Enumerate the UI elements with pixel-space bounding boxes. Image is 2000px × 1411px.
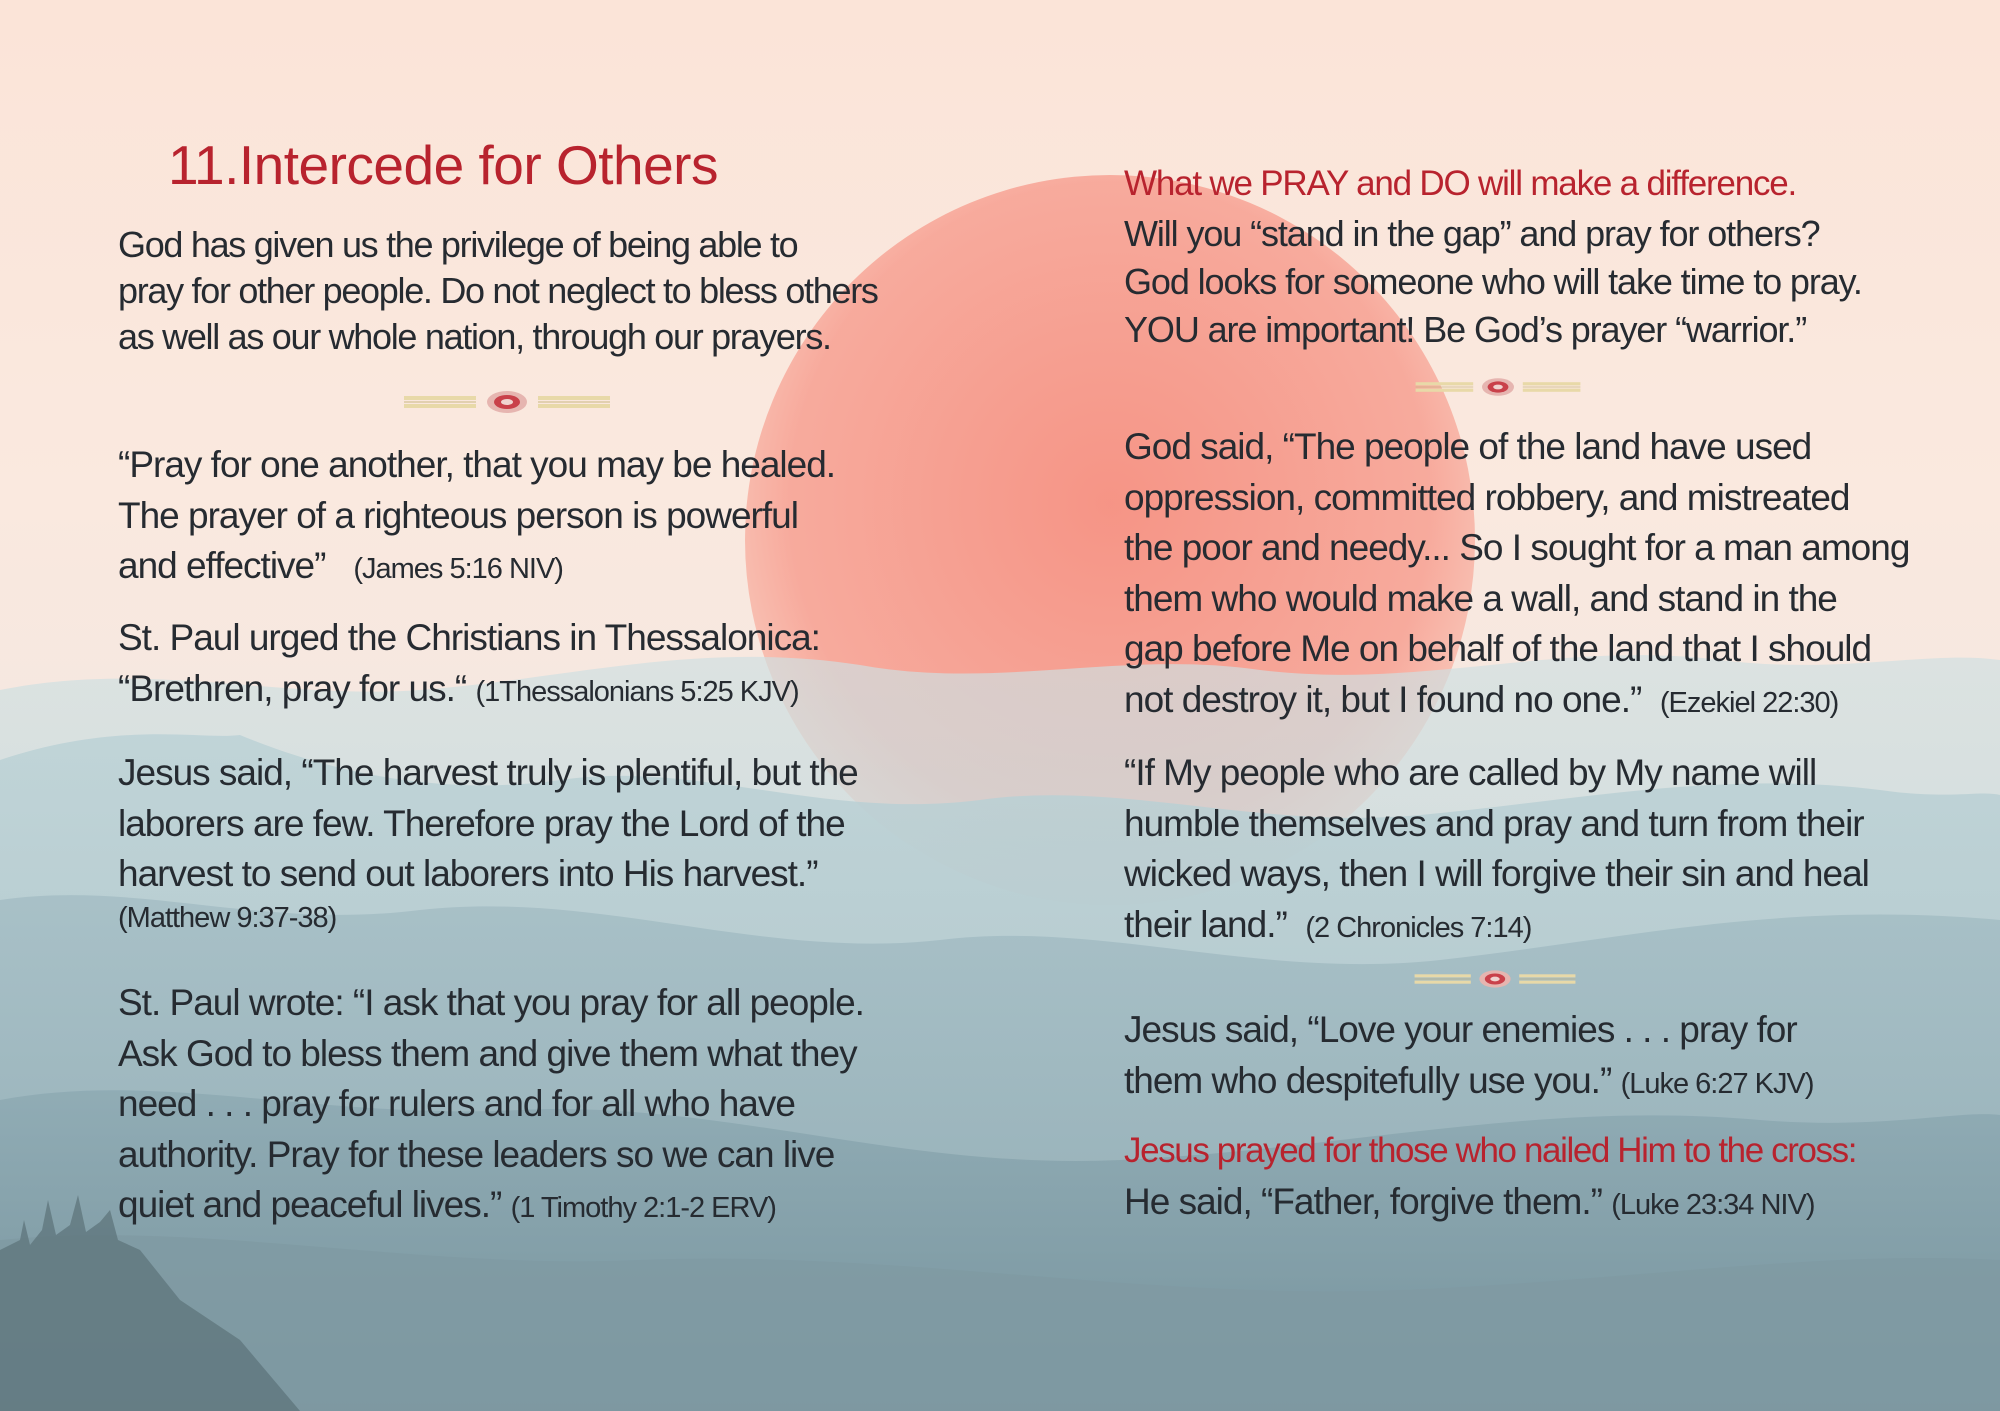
text-line: He said, “Father, forgive them.” [1124, 1180, 1602, 1222]
quote-chronicles [1124, 748, 1869, 953]
quote-luke-6 [1124, 1005, 1814, 1109]
text-line: “Brethren, pray for us.“ [118, 667, 467, 709]
ornament-divider-icon [1414, 374, 1582, 400]
text-line: them who despitefully use you.” [1124, 1059, 1612, 1101]
closing-paragraph [1124, 1126, 1856, 1230]
text-line: St. Paul wrote: “I ask that you pray for all people. [118, 982, 864, 1023]
text-line: not destroy it, but I found no one.” [1124, 678, 1642, 720]
text-line: their land.” [1124, 903, 1287, 945]
text-line: gap before Me on behalf of the land that I should [1124, 628, 1872, 669]
scripture-reference: (Luke 23:34 NIV) [1611, 1188, 1815, 1221]
text-line: oppression, committed robbery, and mistreated [1124, 476, 1850, 518]
scripture-reference: (2 Chronicles 7:14) [1305, 911, 1532, 944]
ornament-divider-icon [1413, 966, 1577, 992]
text-line: Jesus said, “Love your enemies . . . pray for [1124, 1009, 1797, 1050]
text-line: Ask God to bless them and give them what they [118, 1032, 857, 1074]
scripture-reference: (1Thessalonians 5:25 KJV) [475, 675, 799, 708]
quote-ezekiel [1124, 422, 1909, 728]
text-line: the poor and needy... So I sought for a man among [1124, 527, 1910, 568]
text-line: and effective” [118, 545, 326, 586]
text-line: as well as our whole nation, through our prayers. [118, 316, 831, 357]
text-line: “If My people who are called by My name will [1124, 752, 1817, 793]
intro-paragraph [118, 222, 878, 360]
text-line: quiet and peaceful lives.” [118, 1184, 502, 1225]
closing-red-line: Jesus prayed for those who nailed Him to the cross: [1124, 1131, 1857, 1170]
quote-thessalonians [118, 613, 820, 717]
intro-paragraph-right [1124, 210, 1862, 354]
quote-james [118, 440, 835, 595]
text-line: humble themselves and pray and turn from their [1124, 802, 1864, 844]
text-line: authority. Pray for these leaders so we can live [118, 1133, 835, 1175]
scripture-reference: (James 5:16 NIV) [353, 553, 563, 585]
quote-timothy [118, 978, 864, 1234]
text-line: God looks for someone who will take time to pray. [1124, 261, 1862, 302]
text-line: harvest to send out laborers into His harvest.” [118, 853, 818, 894]
quote-matthew [118, 748, 858, 936]
scripture-reference: (Matthew 9:37-38) [118, 901, 337, 934]
headline-red: What we PRAY and DO will make a difference. [1124, 164, 1797, 203]
scripture-reference: (Ezekiel 22:30) [1659, 686, 1839, 719]
scripture-reference: (1 Timothy 2:1-2 ERV) [510, 1192, 776, 1224]
text-line: pray for other people. Do not neglect to bless others [118, 270, 878, 311]
text-line: laborers are few. Therefore pray the Lord of the [118, 802, 845, 844]
text-line: Will you “stand in the gap” and pray for others? [1124, 213, 1820, 254]
text-line: need . . . pray for rulers and for all who have [118, 1083, 795, 1124]
text-line: God has given us the privilege of being able to [118, 224, 798, 265]
text-line: “Pray for one another, that you may be healed. [118, 444, 836, 485]
text-line: wicked ways, then I will forgive their sin and heal [1124, 853, 1869, 894]
text-line: YOU are important! Be God’s prayer “warrior.” [1124, 309, 1807, 350]
page-title: 11.Intercede for Others [168, 134, 718, 196]
text-line: The prayer of a righteous person is powerful [118, 494, 798, 536]
text-line: them who would make a wall, and stand in the [1124, 577, 1837, 619]
text-line: St. Paul urged the Christians in Thessalonica: [118, 617, 820, 658]
scripture-reference: (Luke 6:27 KJV) [1620, 1067, 1814, 1100]
text-line: Jesus said, “The harvest truly is plentiful, but the [118, 752, 858, 793]
text-line: God said, “The people of the land have used [1124, 426, 1812, 467]
ornament-divider-icon [402, 387, 612, 417]
